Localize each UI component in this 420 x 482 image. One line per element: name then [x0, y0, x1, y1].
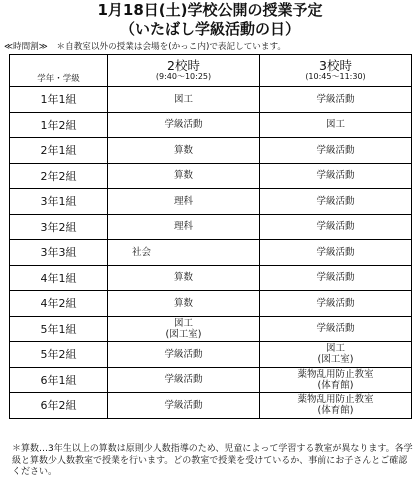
subject-label: 社会 [132, 246, 152, 258]
period-2-cell [108, 189, 260, 215]
period-2-cell [108, 87, 260, 113]
period-2-cell [108, 393, 260, 419]
subject-label: 図工 [325, 343, 345, 355]
table-header-row [10, 55, 412, 87]
period-3-cell [260, 393, 412, 419]
subject-label: 学級活動 [316, 272, 355, 284]
table-row [10, 163, 412, 189]
header-class-cell [10, 55, 108, 87]
header-period-2 [108, 55, 260, 87]
period-3-cell [260, 291, 412, 317]
table-row [10, 316, 412, 342]
class-cell: 1年1組 [10, 87, 108, 113]
header-period-3 [260, 55, 412, 87]
class-cell: 3年2組 [10, 214, 108, 240]
period-2-cell [108, 265, 260, 291]
subject-label: 算数 [173, 144, 193, 156]
table-row [10, 342, 412, 368]
subject-label: 学級活動 [316, 323, 355, 335]
legend-label: ≪時間割≫ [4, 42, 48, 52]
period-2-cell [108, 112, 260, 138]
table-row [10, 87, 412, 113]
table-row [10, 393, 412, 419]
period-time: (9:40～10:25) [155, 72, 212, 81]
period-3-cell [260, 87, 412, 113]
subject-label: 薬物乱用防止教室 [297, 368, 374, 380]
class-cell: 2年1組 [10, 138, 108, 164]
page-title: 1月18日(土)学校公開の授業予定 [97, 1, 323, 19]
period-2-cell [108, 214, 260, 240]
class-cell: 5年2組 [10, 342, 108, 368]
subject-label: 学級活動 [164, 399, 203, 411]
subject-label: 学級活動 [316, 93, 355, 105]
subject-label: 理科 [173, 195, 193, 207]
subject-label: 算数 [173, 170, 193, 182]
room-label: (体育館) [317, 405, 354, 417]
subject-label: 図工 [173, 317, 193, 329]
footnote: ＊算数…3年生以上の算数は原則少人数指導のため、児童によって学習する教室が異なります。各学級と算数少人数教室で授業を行います。どの教室で授業を受けているか、事前にお子さんとご確認ください。 [12, 444, 413, 477]
period-2-cell [108, 316, 260, 342]
room-label: (体育館) [317, 379, 354, 391]
class-cell: 6年2組 [10, 393, 108, 419]
period-2-cell [108, 138, 260, 164]
table-row [10, 240, 412, 266]
subject-label: 薬物乱用防止教室 [297, 394, 374, 406]
table-row [10, 265, 412, 291]
class-cell: 4年2組 [10, 291, 108, 317]
period-2-cell [108, 163, 260, 189]
subject-label: 学級活動 [316, 297, 355, 309]
room-label: (図工室) [317, 354, 354, 366]
period-3-cell [260, 163, 412, 189]
subject-label: 学級活動 [316, 144, 355, 156]
table-row [10, 189, 412, 215]
period-3-cell [260, 316, 412, 342]
class-cell: 6年1組 [10, 367, 108, 393]
subject-label: 図工 [173, 93, 193, 105]
legend [4, 42, 418, 52]
class-cell: 5年1組 [10, 316, 108, 342]
period-3-cell [260, 265, 412, 291]
period-3-cell [260, 189, 412, 215]
period-2-cell [108, 342, 260, 368]
period-3-cell [260, 214, 412, 240]
table-row [10, 112, 412, 138]
table-row [10, 291, 412, 317]
page-subtitle: （いたばし学級活動の日） [119, 20, 300, 38]
period-3-cell [260, 138, 412, 164]
class-cell: 1年2組 [10, 112, 108, 138]
period-2-cell [108, 291, 260, 317]
schedule-table [9, 54, 412, 419]
subject-label: 算数 [173, 272, 193, 284]
table-row [10, 138, 412, 164]
header-class-label: 学年・学級 [37, 73, 80, 84]
period-name: 3校時 [319, 58, 352, 73]
subject-label: 学級活動 [316, 195, 355, 207]
period-3-cell [260, 342, 412, 368]
class-cell: 4年1組 [10, 265, 108, 291]
subject-label: 学級活動 [316, 170, 355, 182]
subject-label: 学級活動 [316, 246, 355, 258]
legend-note: ＊自教室以外の授業は会場を(かっこ内)で表記しています。 [56, 42, 286, 52]
subject-label: 学級活動 [164, 119, 203, 131]
subject-label: 学級活動 [164, 374, 203, 386]
table-row [10, 367, 412, 393]
class-cell: 3年1組 [10, 189, 108, 215]
subject-label: 理科 [173, 221, 193, 233]
room-label: (図工室) [165, 328, 202, 340]
period-name: 2校時 [167, 58, 200, 73]
period-2-cell [108, 367, 260, 393]
subject-label: 図工 [325, 119, 345, 131]
period-3-cell [260, 240, 412, 266]
period-3-cell [260, 367, 412, 393]
class-cell: 2年2組 [10, 163, 108, 189]
period-2-cell [108, 240, 260, 266]
period-3-cell [260, 112, 412, 138]
subject-label: 算数 [173, 297, 193, 309]
class-cell: 3年3組 [10, 240, 108, 266]
subject-label: 学級活動 [164, 348, 203, 360]
period-time: (10:45～11:30) [305, 72, 366, 81]
table-row [10, 214, 412, 240]
subject-label: 学級活動 [316, 221, 355, 233]
